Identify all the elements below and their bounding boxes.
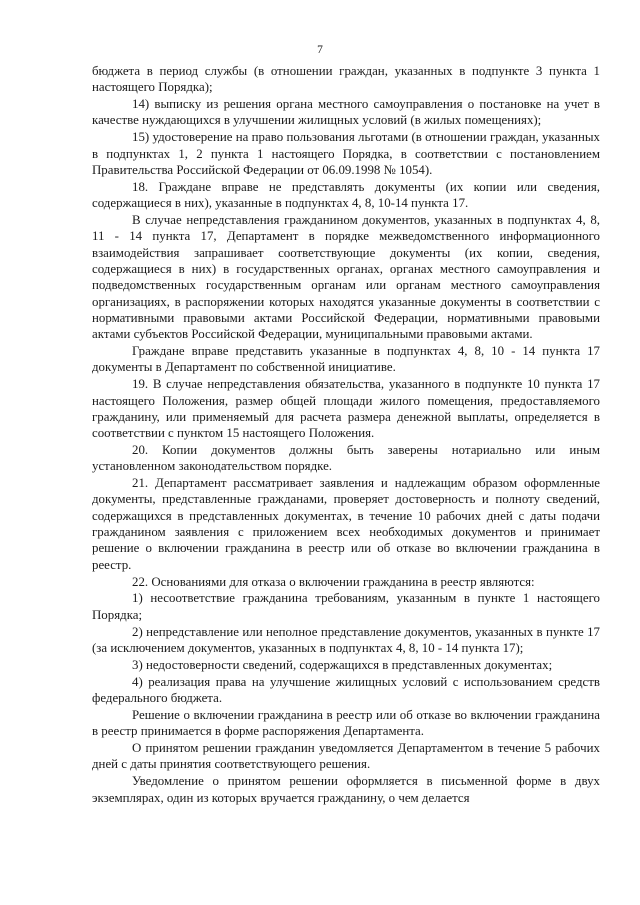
page-number: 7	[317, 44, 323, 56]
paragraph: 18. Граждане вправе не представлять документы (их копии или сведения, содержащиеся в них), указанные в подпунктах 4, 8, 10-14 пункта 17.	[92, 179, 600, 211]
paragraph: О принятом решении гражданин уведомляется Департаментом в течение 5 рабочих дней с даты принятия соответствующего решения.	[92, 741, 600, 772]
paragraph: Граждане вправе представить указанные в подпунктах 4, 8, 10 - 14 пункта 17 документы в Департамент по собственной инициативе.	[92, 344, 600, 375]
paragraph: 14) выписку из решения органа местного самоуправления о постановке на учет в качестве нуждающихся в улучшении жилищных условий (в жилых помещениях);	[92, 97, 600, 128]
paragraph: 3) недостоверности сведений, содержащихся в представленных документах;	[132, 657, 553, 672]
paragraph: 1) несоответствие гражданина требованиям, указанным в пункте 1 настоящего Порядка;	[92, 591, 600, 622]
paragraph: 22. Основаниями для отказа о включении гражданина в реестр являются:	[132, 574, 535, 589]
paragraph: бюджета в период службы (в отношении граждан, указанных в подпункте 3 пункта 1 настоящего Порядка);	[92, 64, 600, 95]
paragraph: В случае непредставления гражданином документов, указанных в подпунктах 4, 8, 11 - 14 пункта 17, Департамент в порядке межведомственного информационного взаимодействия запрашивает соответствующие документы (их копии, сведения, содержащиеся в них) в государственных органах, органах местного самоуправления и подведомственных государственным органам или органам местного самоуправления организациях, в распоряжении которых находятся указанные документы в соответствии с нормативными правовыми актами Российской Федерации, нормативными правовыми актами субъектов Российской Федерации, муниципальными правовыми актами.	[92, 213, 600, 342]
paragraph: 2) непредставление или неполное представление документов, указанных в пункте 17 (за исключением документов, указанных в подпунктах 4, 8, 10 - 14 пункта 17);	[92, 624, 600, 655]
paragraph: Решение о включении гражданина в реестр или об отказе во включении гражданина в реестр принимается в форме распоряжения Департамента.	[92, 707, 600, 739]
paragraph: 19. В случае непредставления обязательства, указанного в подпункте 10 пункта 17 настоящего Положения, размер общей площади жилого помещения, предоставляемого гражданину, или применяемый для расчета размера денежной выплаты, определяется в соответствии с пунктом 15 настоящего Положения.	[92, 377, 600, 441]
paragraph: 20. Копии документов должны быть заверены нотариально или иным установленном законодательством порядке.	[92, 442, 600, 474]
document-body	[92, 63, 600, 806]
paragraph: 4) реализация права на улучшение жилищных условий с использованием средств федерального бюджета.	[92, 674, 600, 705]
paragraph: Уведомление о принятом решении оформляется в письменной форме в двух экземплярах, один из которых вручается гражданину, о чем делается	[92, 774, 600, 805]
paragraph: 21. Департамент рассматривает заявления и надлежащим образом оформленные документы, представленные гражданами, проверяет достоверность и полноту сведений, содержащихся в представленных документах, в течение 10 рабочих дней с даты подачи гражданином заявления с приложением всех необходимых документов и принимает решение о включении гражданина в реестр или об отказе во включении гражданина в реестр.	[92, 476, 600, 572]
paragraph: 15) удостоверение на право пользования льготами (в отношении граждан, указанных в подпунктах 1, 2 пункта 1 настоящего Порядка, в соответствии с постановлением Правительства Российской Федерации от 06.09.1998 № 1054).	[92, 130, 600, 177]
